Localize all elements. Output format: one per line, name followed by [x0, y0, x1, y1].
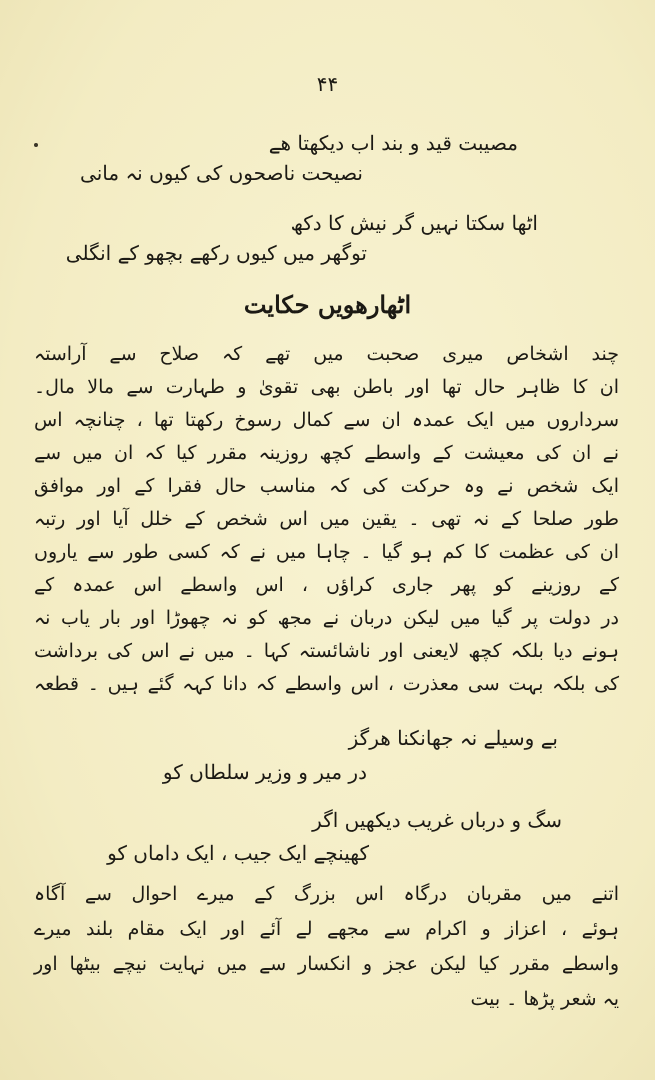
paragraph-line: سرداروں میں ایک عمدہ ان سے کمال رسوخ رکھتا تھا ، چنانچہ اس: [34, 409, 619, 431]
section-heading: اٹھارھویں حکایت: [243, 290, 412, 319]
paragraph-line: ان کا ظاہر حال تھا اور باطن بھی تقویٰ و طہارت سے مالا مال۔: [34, 376, 619, 398]
paragraph-line: واسطے مقرر کیا لیکن عجز و انکسار سے میں نہایت نیچے بیٹھا اور: [34, 953, 619, 975]
qita-line1: بے وسیلے نہ جھانکنا ھرگز: [348, 726, 558, 750]
verse2-line2: توگھر میں کیوں رکھے بچھو کے انگلی: [65, 241, 367, 265]
verse1-line1: مصیبت قید و بند اب دیکھتا ھے: [268, 131, 518, 155]
paragraph-line: در دولت پر گیا میں لیکن دربان نے مجھ کو نہ چھوڑا اور بار یاب نہ: [34, 607, 619, 629]
paragraph-last-line: یہ شعر پڑھا ۔ بیت: [470, 988, 619, 1010]
paragraph-line: طور صلحا کے نہ تھی ۔ یقین میں اس شخص کے خلل آیا اور رتبہ: [34, 508, 619, 530]
verse2-line1: اٹھا سکتا نہیں گر نیش کا دکھ: [290, 211, 538, 235]
paragraph-line: کی بلکہ بہت سی معذرت ، اس واسطے کہ دانا کہہ گئے ہیں ۔ قطعہ: [34, 673, 619, 695]
verse1-line2: نصیحت ناصحوں کی کیوں نہ مانی: [80, 161, 363, 185]
paragraph-line: ہوئے ، اعزاز و اکرام سے مجھے لے آئے اور ایک مقام بلند میرے: [34, 918, 619, 940]
qita-line2: در میر و وزیر سلطاں کو: [162, 760, 367, 784]
qita-line3: سگ و درباں غریب دیکھیں اگر: [312, 808, 562, 832]
qita-line4: کھینچے ایک جیب ، ایک داماں کو: [107, 841, 369, 865]
paragraph-line: ایک شخص نے وہ حرکت کی کہ مناسب حال فقرا کے اور موافق: [34, 475, 619, 497]
paragraph-line: نے ان کی معیشت کے واسطے کچھ روزینہ مقرر کیا کہ ان میں سے: [34, 442, 619, 464]
paragraph-line: کے روزینے کو پھر جاری کراؤں ، اس واسطے اس عمدہ کے: [34, 574, 619, 596]
ink-dot: [34, 143, 38, 147]
paragraph-line: چند اشخاص میری صحبت میں تھے کہ صلاح سے آراستہ: [34, 343, 619, 365]
paragraph-line: ہونے دیا بلکہ کچھ لایعنی اور ناشائستہ کہا ۔ میں نے اس کی برداشت: [34, 640, 619, 662]
paragraph-line: ان کی عظمت کا کم ہو گیا ۔ چاہا میں نے کہ کسی طور سے یاروں: [34, 541, 619, 563]
paragraph-line: اتنے میں مقربان درگاہ اس بزرگ کے میرے احوال سے آگاہ: [34, 883, 619, 905]
page-number: ۴۴: [316, 72, 339, 96]
